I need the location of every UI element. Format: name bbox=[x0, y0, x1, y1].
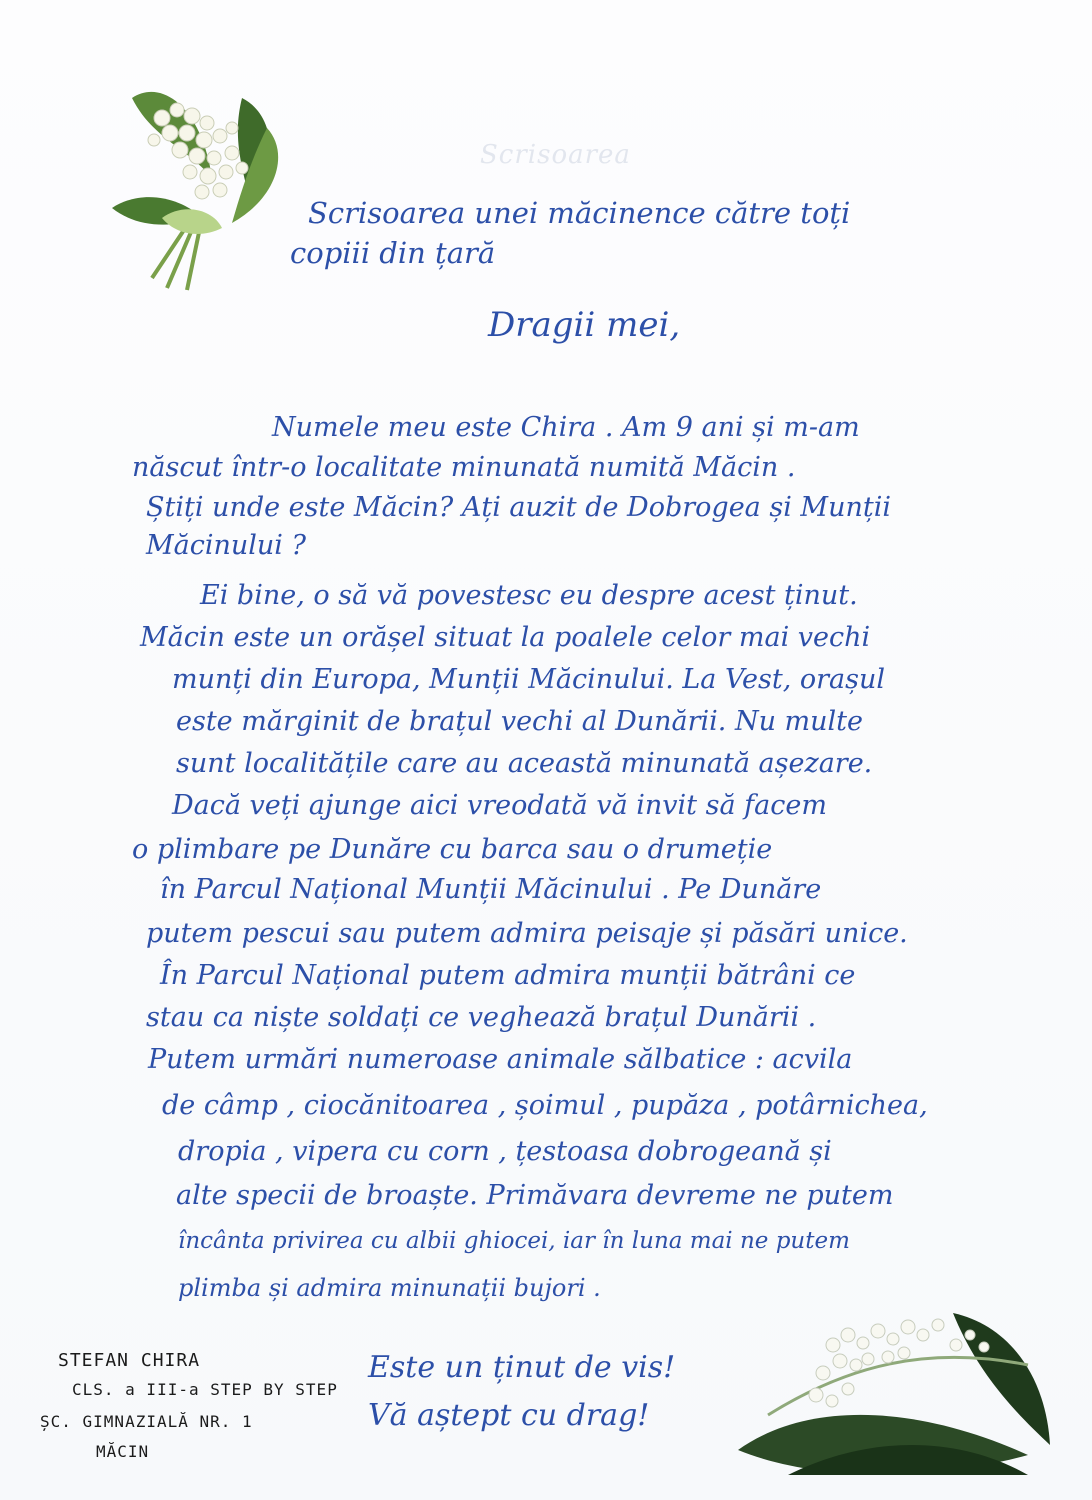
body-line: de câmp , ciocănitoarea , șoimul , pupăza , potârnichea, bbox=[162, 1090, 928, 1121]
body-line: Putem urmări numeroase animale sălbatice : acvila bbox=[148, 1044, 853, 1075]
body-line: încânta privirea cu albii ghiocei, iar în luna mai ne putem bbox=[178, 1228, 850, 1254]
body-line: Dacă veți ajunge aici vreodată vă invit să facem bbox=[172, 790, 827, 821]
body-line: dropia , vipera cu corn , țestoasa dobrogeană și bbox=[178, 1136, 832, 1167]
lily-of-the-valley-branch-icon bbox=[728, 1305, 1052, 1485]
body-line: În Parcul Național putem admira munții bătrâni ce bbox=[160, 960, 856, 991]
salutation: Dragii mei, bbox=[488, 305, 681, 345]
body-line: stau ca niște soldați ce veghează brațul Dunării . bbox=[146, 1002, 817, 1033]
body-line: o plimbare pe Dunăre cu barca sau o drumeție bbox=[132, 834, 773, 865]
body-line: Știți unde este Măcin? Ați auzit de Dobrogea și Munții bbox=[146, 492, 891, 523]
heading-line-1: Scrisoarea unei măcinence către toți bbox=[308, 196, 851, 230]
body-line: Măcin este un orășel situat la poalele celor mai vechi bbox=[140, 622, 871, 653]
body-line: Ei bine, o să vă povestesc eu despre acest ținut. bbox=[200, 580, 858, 611]
body-line: Numele meu este Chira . Am 9 ani și m-am bbox=[272, 412, 860, 443]
signature-name: STEFAN CHIRA bbox=[58, 1350, 201, 1371]
body-line: putem pescui sau putem admira peisaje și păsări unice. bbox=[146, 918, 908, 949]
closing-line-2: Vă aștept cu drag! bbox=[368, 1398, 650, 1433]
body-line: Măcinului ? bbox=[146, 530, 306, 561]
signature-town: MĂCIN bbox=[96, 1442, 150, 1461]
body-line: născut într-o localitate minunată numită Măcin . bbox=[132, 452, 796, 483]
faint-title: Scrisoarea bbox=[480, 140, 631, 170]
heading-line-2: copiii din țară bbox=[290, 236, 496, 270]
closing-line-1: Este un ținut de vis! bbox=[368, 1350, 676, 1385]
lily-of-the-valley-bouquet-icon bbox=[92, 68, 292, 293]
body-line: plimba și admira minunații bujori . bbox=[178, 1274, 601, 1302]
signature-school: ȘC. GIMNAZIALĂ NR. 1 bbox=[40, 1412, 253, 1431]
body-line: în Parcul Național Munții Măcinului . Pe Dunăre bbox=[160, 874, 822, 905]
body-line: alte specii de broaște. Primăvara devreme ne putem bbox=[176, 1180, 894, 1211]
signature-class: CLS. a III-a STEP BY STEP bbox=[72, 1380, 338, 1399]
body-line: sunt localitățile care au această minunată așezare. bbox=[176, 748, 873, 779]
body-line: munți din Europa, Munții Măcinului. La Vest, orașul bbox=[172, 664, 885, 695]
body-line: este mărginit de brațul vechi al Dunării. Nu multe bbox=[176, 706, 864, 737]
